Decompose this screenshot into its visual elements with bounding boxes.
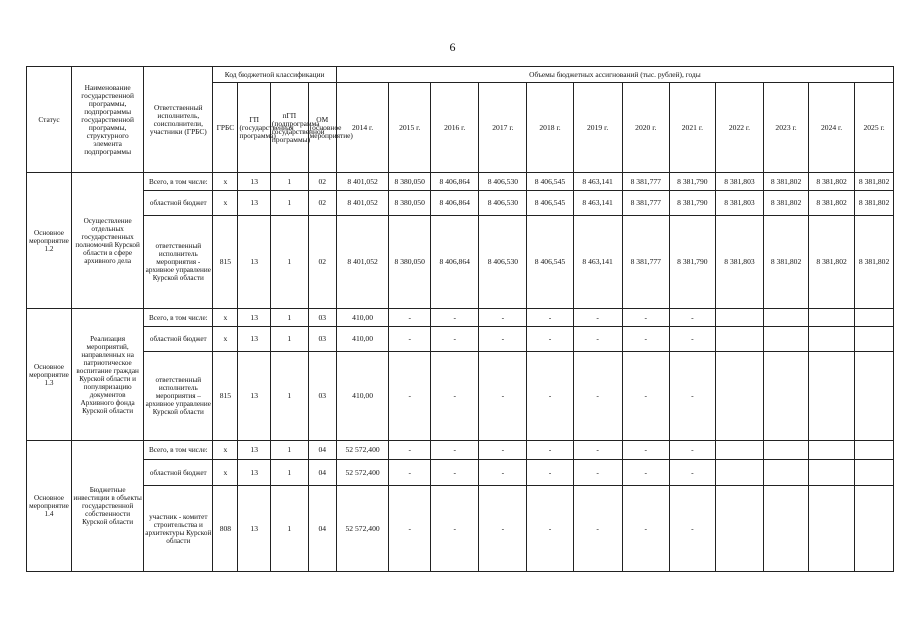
om-cell: 03 <box>308 309 336 327</box>
pgp-cell: 1 <box>270 460 308 486</box>
amount-cell: 410,00 <box>336 309 388 327</box>
amount-cell: 8 380,050 <box>389 173 431 191</box>
amount-cell: 8 406,864 <box>431 191 479 216</box>
om-cell: 03 <box>308 352 336 441</box>
amount-cell: - <box>669 460 715 486</box>
amount-cell: - <box>479 441 527 460</box>
amount-cell <box>715 460 763 486</box>
amount-cell: 8 381,802 <box>764 191 809 216</box>
responsible-cell: областной бюджет <box>144 460 213 486</box>
amount-cell: 8 401,052 <box>336 173 388 191</box>
gp-cell: 13 <box>238 460 270 486</box>
amount-cell: 8 463,141 <box>573 173 622 191</box>
amount-cell: - <box>527 441 573 460</box>
amount-cell <box>715 309 763 327</box>
amount-cell: 8 381,802 <box>809 173 855 191</box>
amount-cell: - <box>479 486 527 572</box>
amount-cell: 8 463,141 <box>573 191 622 216</box>
header-year: 2023 г. <box>764 83 809 173</box>
amount-cell <box>764 460 809 486</box>
om-cell: 02 <box>308 191 336 216</box>
amount-cell: 8 381,803 <box>715 191 763 216</box>
amount-cell <box>715 327 763 352</box>
amount-cell <box>809 309 855 327</box>
table-row <box>27 173 894 191</box>
amount-cell <box>715 486 763 572</box>
amount-cell: 8 381,802 <box>764 216 809 309</box>
table-row <box>27 460 894 486</box>
responsible-cell: участник - комитет строительства и архитектуры Курской области <box>144 486 213 572</box>
header-om: ОМ (основное мероприятие) <box>308 83 336 173</box>
amount-cell: 8 381,802 <box>855 191 894 216</box>
amount-cell: - <box>622 441 669 460</box>
status-cell: Основное мероприятие 1.3 <box>27 309 72 441</box>
amount-cell: - <box>431 486 479 572</box>
amount-cell: - <box>622 486 669 572</box>
amount-cell: 8 406,545 <box>527 173 573 191</box>
header-budget-code: Код бюджетной классификации <box>213 67 337 83</box>
gp-cell: 13 <box>238 309 270 327</box>
responsible-cell: ответственный исполнитель мероприятия - архивное управление Курской области <box>144 216 213 309</box>
table-row <box>27 191 894 216</box>
amount-cell <box>764 309 809 327</box>
gp-cell: 13 <box>238 352 270 441</box>
amount-cell <box>855 309 894 327</box>
amount-cell: - <box>669 352 715 441</box>
header-year: 2024 г. <box>809 83 855 173</box>
om-cell: 02 <box>308 216 336 309</box>
om-cell: 02 <box>308 173 336 191</box>
amount-cell <box>764 486 809 572</box>
amount-cell: 8 381,802 <box>855 173 894 191</box>
amount-cell: 8 406,530 <box>479 216 527 309</box>
responsible-cell: областной бюджет <box>144 191 213 216</box>
table-body <box>27 173 894 572</box>
amount-cell: - <box>622 327 669 352</box>
amount-cell <box>715 352 763 441</box>
amount-cell: - <box>389 352 431 441</box>
pgp-cell: 1 <box>270 327 308 352</box>
pgp-cell: 1 <box>270 191 308 216</box>
amount-cell: - <box>389 441 431 460</box>
amount-cell: 8 381,777 <box>622 173 669 191</box>
amount-cell: - <box>573 460 622 486</box>
amount-cell: 8 381,777 <box>622 191 669 216</box>
amount-cell: - <box>573 309 622 327</box>
amount-cell <box>855 327 894 352</box>
amount-cell: - <box>479 309 527 327</box>
om-cell: 04 <box>308 441 336 460</box>
amount-cell: 8 463,141 <box>573 216 622 309</box>
amount-cell: 8 380,050 <box>389 191 431 216</box>
amount-cell: 8 406,864 <box>431 216 479 309</box>
amount-cell <box>809 486 855 572</box>
table-row <box>27 441 894 460</box>
budget-table-container <box>26 66 894 572</box>
table-row <box>27 309 894 327</box>
amount-cell: - <box>389 460 431 486</box>
grbs-cell: х <box>213 191 238 216</box>
amount-cell: 8 381,803 <box>715 216 763 309</box>
header-gp: ГП (государственная программа) <box>238 83 270 173</box>
om-cell: 03 <box>308 327 336 352</box>
responsible-cell: ответственный исполнитель мероприятия – архивное управление Курской области <box>144 352 213 441</box>
amount-cell: 8 381,802 <box>764 173 809 191</box>
amount-cell: - <box>431 309 479 327</box>
amount-cell: 8 381,790 <box>669 173 715 191</box>
amount-cell: 8 406,530 <box>479 173 527 191</box>
amount-cell: - <box>479 460 527 486</box>
responsible-cell: Всего, в том числе: <box>144 441 213 460</box>
table-row <box>27 327 894 352</box>
amount-cell <box>855 486 894 572</box>
header-year: 2022 г. <box>715 83 763 173</box>
amount-cell: 8 380,050 <box>389 216 431 309</box>
pgp-cell: 1 <box>270 216 308 309</box>
header-responsible: Ответственный исполнитель, соисполнители, участники (ГРБС) <box>144 67 213 173</box>
amount-cell: - <box>573 327 622 352</box>
amount-cell <box>764 352 809 441</box>
amount-cell: - <box>527 352 573 441</box>
amount-cell: - <box>479 352 527 441</box>
amount-cell: 52 572,400 <box>336 460 388 486</box>
grbs-cell: 808 <box>213 486 238 572</box>
amount-cell: - <box>527 327 573 352</box>
amount-cell <box>855 441 894 460</box>
amount-cell: - <box>622 352 669 441</box>
amount-cell: 52 572,400 <box>336 486 388 572</box>
amount-cell <box>809 327 855 352</box>
amount-cell: - <box>669 309 715 327</box>
gp-cell: 13 <box>238 173 270 191</box>
amount-cell <box>855 352 894 441</box>
header-volumes: Объемы бюджетных ассигнований (тыс. рублей), годы <box>336 67 893 83</box>
amount-cell: - <box>622 460 669 486</box>
amount-cell: - <box>573 441 622 460</box>
amount-cell: - <box>669 327 715 352</box>
header-year: 2017 г. <box>479 83 527 173</box>
amount-cell: - <box>573 486 622 572</box>
pgp-cell: 1 <box>270 441 308 460</box>
amount-cell: 8 381,802 <box>855 216 894 309</box>
amount-cell: - <box>389 327 431 352</box>
responsible-cell: Всего, в том числе: <box>144 173 213 191</box>
budget-allocation-table <box>26 66 894 572</box>
om-cell: 04 <box>308 486 336 572</box>
amount-cell: 52 572,400 <box>336 441 388 460</box>
amount-cell <box>809 441 855 460</box>
amount-cell: 8 401,052 <box>336 216 388 309</box>
grbs-cell: х <box>213 327 238 352</box>
amount-cell: - <box>622 309 669 327</box>
header-program-name: Наименование государственной программы, подпрограммы государственной программы, структурного элемента подпрограммы <box>72 67 144 173</box>
amount-cell: 8 406,864 <box>431 173 479 191</box>
amount-cell: 8 406,530 <box>479 191 527 216</box>
header-year: 2021 г. <box>669 83 715 173</box>
header-year: 2019 г. <box>573 83 622 173</box>
amount-cell <box>764 441 809 460</box>
table-row <box>27 486 894 572</box>
program-name-cell: Реализация мероприятий, направленных на патриотическое воспитание граждан Курской области и популяризацию документов Архивного фонда Курской области <box>72 309 144 441</box>
amount-cell: 8 381,802 <box>809 191 855 216</box>
pgp-cell: 1 <box>270 173 308 191</box>
gp-cell: 13 <box>238 441 270 460</box>
amount-cell <box>715 441 763 460</box>
amount-cell: 8 381,790 <box>669 216 715 309</box>
grbs-cell: х <box>213 173 238 191</box>
table-row <box>27 352 894 441</box>
amount-cell <box>809 460 855 486</box>
amount-cell: 8 381,802 <box>809 216 855 309</box>
grbs-cell: 815 <box>213 352 238 441</box>
responsible-cell: Всего, в том числе: <box>144 309 213 327</box>
amount-cell: 8 406,545 <box>527 191 573 216</box>
amount-cell: 8 406,545 <box>527 216 573 309</box>
amount-cell: 8 381,777 <box>622 216 669 309</box>
grbs-cell: х <box>213 460 238 486</box>
amount-cell: 8 381,803 <box>715 173 763 191</box>
amount-cell: - <box>479 327 527 352</box>
gp-cell: 13 <box>238 327 270 352</box>
pgp-cell: 1 <box>270 309 308 327</box>
responsible-cell: областной бюджет <box>144 327 213 352</box>
amount-cell <box>764 327 809 352</box>
amount-cell <box>855 460 894 486</box>
header-year: 2015 г. <box>389 83 431 173</box>
amount-cell: 8 381,790 <box>669 191 715 216</box>
amount-cell: 8 401,052 <box>336 191 388 216</box>
amount-cell: - <box>527 486 573 572</box>
header-pgp: пГП (подпрограмма государственной программы) <box>270 83 308 173</box>
gp-cell: 13 <box>238 191 270 216</box>
amount-cell: - <box>669 486 715 572</box>
grbs-cell: 815 <box>213 216 238 309</box>
grbs-cell: х <box>213 309 238 327</box>
grbs-cell: х <box>213 441 238 460</box>
program-name-cell: Бюджетные инвестиции в объекты государственной собственности Курской области <box>72 441 144 572</box>
amount-cell: - <box>431 441 479 460</box>
gp-cell: 13 <box>238 216 270 309</box>
header-grbs: ГРБС <box>213 83 238 173</box>
page-number: 6 <box>449 40 456 54</box>
amount-cell: - <box>527 460 573 486</box>
amount-cell: - <box>573 352 622 441</box>
status-cell: Основное мероприятие 1.4 <box>27 441 72 572</box>
amount-cell: - <box>431 327 479 352</box>
amount-cell: 410,00 <box>336 327 388 352</box>
om-cell: 04 <box>308 460 336 486</box>
amount-cell <box>809 352 855 441</box>
header-status: Статус <box>27 67 72 173</box>
header-year: 2014 г. <box>336 83 388 173</box>
amount-cell: - <box>669 441 715 460</box>
pgp-cell: 1 <box>270 486 308 572</box>
amount-cell: - <box>527 309 573 327</box>
amount-cell: - <box>431 460 479 486</box>
status-cell: Основное мероприятие 1.2 <box>27 173 72 309</box>
table-row <box>27 216 894 309</box>
amount-cell: - <box>431 352 479 441</box>
amount-cell: - <box>389 309 431 327</box>
header-year: 2025 г. <box>855 83 894 173</box>
gp-cell: 13 <box>238 486 270 572</box>
amount-cell: - <box>389 486 431 572</box>
pgp-cell: 1 <box>270 352 308 441</box>
header-year: 2018 г. <box>527 83 573 173</box>
header-year: 2020 г. <box>622 83 669 173</box>
header-year: 2016 г. <box>431 83 479 173</box>
program-name-cell: Осуществление отдельных государственных полномочий Курской области в сфере архивного дела <box>72 173 144 309</box>
amount-cell: 410,00 <box>336 352 388 441</box>
